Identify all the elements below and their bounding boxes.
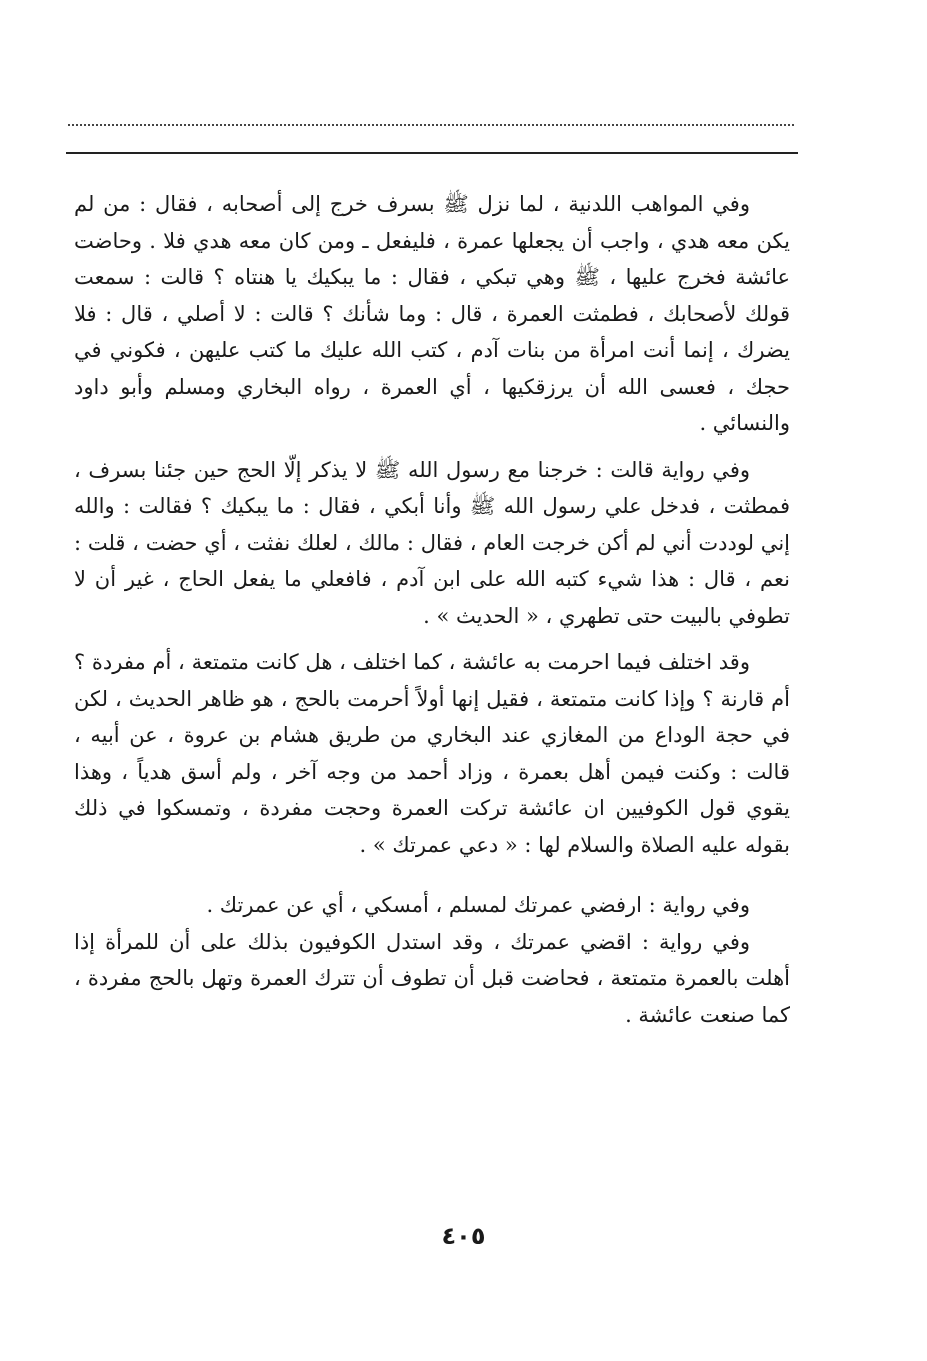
paragraph-mawahib: وفي المواهب اللدنية ، لما نزل ﷺ بسرف خرج إلى أصحابه ، فقال : من لم يكن معه هدي ، واجب أن يجعلها عمرة ، فليفعل ـ ومن كان معه هدي فلا . وحاضت عائشة فخرج عليها ، ﷺ وهي تبكي ، فقال : ما يبكيك يا هنتاه ؟ قالت : سمعت قولك لأصحابك ، فطمثت العمرة ، قال : وما شأنك ؟ قالت : لا أصلي ، قال : فلا يضرك ، إنما أنت امرأة من بنات آدم ، كتب الله عليك ما كتب عليهن ، فكوني في حجك ، فعسى الله أن يرزقكيها ، أي العمرة ، رواه البخاري ومسلم وأبو داود والنسائي . [74,192,790,435]
page-number: ٤٠٥ [441,1222,486,1250]
paragraph-ikhtilaf: وقد اختلف فيما احرمت به عائشة ، كما اختلف ، هل كانت متمتعة ، أم مفردة ؟ أم قارنة ؟ وإذا كانت متمتعة ، فقيل إنها أولاً أحرمت بالحج ، هو ظاهر الحديث ، لكن في حجة الوداع من المغازي عند البخاري من طريق هشام بن عروة ، عن أبيه ، قالت : وكنت فيمن أهل بعمرة ، وزاد أحمد من وجه آخر ، ولم أسق هدياً ، وهذا يقوي قول الكوفيين ان عائشة تركت العمرة وحجت مفردة ، وتمسكوا في ذلك بقوله عليه الصلاة والسلام لها : « دعي عمرتك » . [74,650,790,857]
header-solid-rule [66,152,798,154]
paragraph-riwaya-sarif: وفي رواية قالت : خرجنا مع رسول الله ﷺ لا يذكر إلّا الحج حين جئنا بسرف ، فمطثت ، فدخل علي رسول الله ﷺ وأنا أبكي ، فقال : ما يبكيك ؟ فقالت : والله إني لوددت أني لم أكن خرجت العام ، فقال : مالك ، لعلك نفثت ، أي حضت ، قلت : نعم ، قال : هذا شيء كتبه الله على ابن آدم ، فافعلي ما يفعل الحاج ، غير أن لا تطوفي بالبيت حتى تطهري ، « الحديث » . [74,457,790,628]
body-text [74,186,790,1033]
paragraph-irfudi: وفي رواية : ارفضي عمرتك لمسلم ، أمسكي ، أي عن عمرتك . [206,893,750,917]
header-dotted-rule [68,124,794,126]
paragraph-iqdi: وفي رواية : اقضي عمرتك ، وقد استدل الكوفيون بذلك على أن للمرأة إذا أهلت بالعمرة متمتعة ، فحاضت قبل أن تطوف أن تترك العمرة وتهل بالحج مفردة ، كما صنعت عائشة . [74,929,790,1027]
